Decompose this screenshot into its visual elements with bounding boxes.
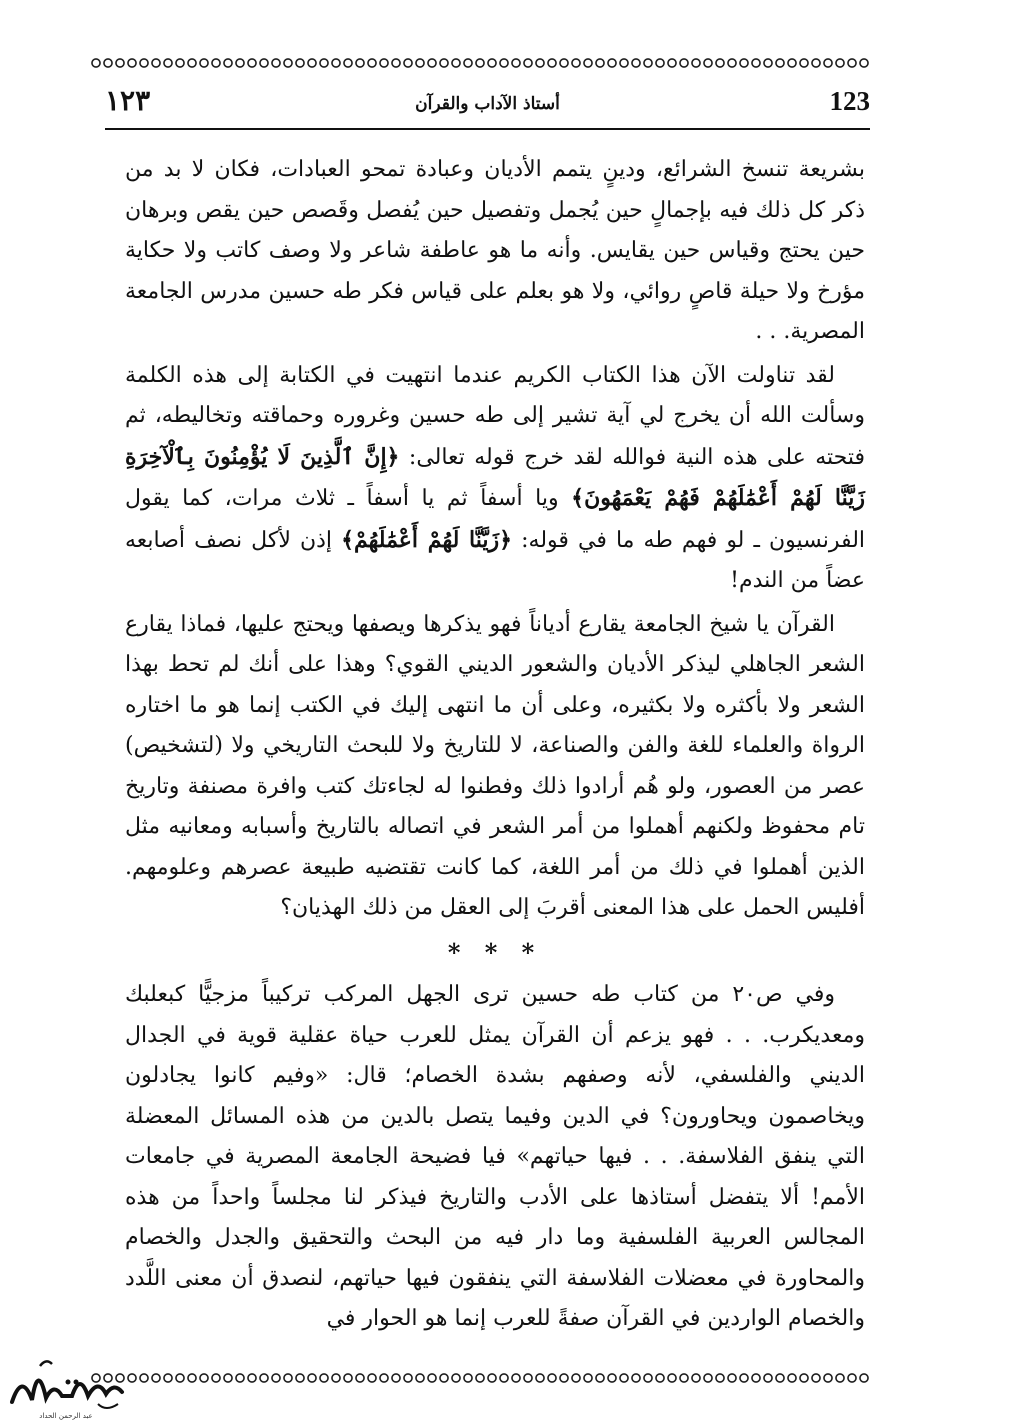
page-number-arabic: ١٢٣ xyxy=(105,84,151,117)
bottom-decorative-border xyxy=(90,1371,870,1385)
section-separator: * * * xyxy=(447,937,543,967)
paragraph-1: بشريعة تنسخ الشرائع، ودينٍ يتمم الأديان وعبادة تمحو العبادات، فكان لا بد من ذكر كل ذلك فيه بإجمالٍ حين يُجمل وتفصيل حين يُفصل وقَصص حين يقص وبرهان حين يحتج وقياس حين يقايس. وأنه ما هو عاطفة شاعر ولا وصف كاتب ولا حكاية مؤرخ ولا حيلة قاصٍ روائي، ولا هو بعلم على قياس فكر طه حسين مدرس الجامعة المصرية. . . xyxy=(125,157,865,344)
top-decorative-border xyxy=(90,56,870,70)
paragraph-3: القرآن يا شيخ الجامعة يقارع أدياناً فهو يذكرها ويصفها ويحتج عليها، فماذا يقارع الشعر الجاهلي ليذكر الأديان والشعور الديني القوي؟ وهذا على أنك لم تحط بهذا الشعر ولا بأكثره ولا بكثيره، وعلى أن ما انتهى إليك في الكتب إنما هو ما اختاره الرواة والعلماء للغة والفن والصناعة، لا للتاريخ ولا للبحث التاريخي ولا (لتشخيص) عصر من العصور، ولو هُم أرادوا ذلك وفطنوا له لجاءتك كتب وافرة مصنفة وتاريخ تام محفوظ ولكنهم أهملوا من أمر الشعر في اتصاله بالتاريخ وأسبابه ومعانيه مثل الذين أهملوا في ذلك من أمر اللغة، كما كانت تقتضيه طبيعة عصرهم وعلومهم. أفليس الحمل على هذا المعنى أقربَ إلى العقل من ذلك الهذيان؟ xyxy=(125,611,865,920)
quran-verse-1: ﴿إِنَّ ٱلَّذِينَ لَا يُؤْمِنُونَ بِٱلْآخِرَةِ زَيَّنَّا لَهُمْ أَعْمَٰلَهُمْ فَهُمْ يَعْمَهُونَ﴾ xyxy=(125,443,865,511)
quran-verse-2: ﴿زَيَّنَّا لَهُمْ أَعْمَٰلَهُمْ﴾ xyxy=(341,526,513,553)
paragraph-2-text-b: ويا أسفاً ثم يا أسفاً ـ ثلاث مرات، كما يقول الفرنسيون ـ لو فهم طه ما في قوله: xyxy=(125,486,866,553)
paragraph-2-text-c: إذن لأكل نصف أصابعه عضاً من الندم! xyxy=(125,527,865,593)
page-body xyxy=(125,150,865,1343)
calligraphy-logo-icon xyxy=(2,1352,130,1422)
paragraph-2 xyxy=(125,356,865,602)
paragraph-4: وفي ص٢٠ من كتاب طه حسين ترى الجهل المركب تركيباً مزجيًّا كبعلبك ومعديكرب. . . فهو يزعم أن القرآن يمثل للعرب حياة عقلية قوية في الجدال الديني والفلسفي، لأنه وصفهم بشدة الخصام؛ قال: «وفيم كانوا يجادلون ويخاصمون ويحاورون؟ في الدين وفيما يتصل بالدين من هذه المسائل المعضلة التي ينفق الفلاسفة. . . فيها حياتهم» فيا فضيحة الجامعة المصرية في جامعات الأمم! ألا يتفضل أستاذها على الأدب والتاريخ فيذكر لنا مجلساً واحداً من هذه المجالس العربية الفلسفية وما دار فيه من البحث والتحقيق والجدل والخصام والمحاورة في معضلات الفلاسفة التي ينفقون فيها حياتهم، لنصدق أن معنى اللَّدد والخصام الواردين في القرآن صفةً للعرب إنما هو الحوار في xyxy=(125,982,865,1331)
page-header xyxy=(105,82,870,130)
page-number-latin: 123 xyxy=(829,86,870,116)
logo-subtext: عبد الرحمن الحداد xyxy=(39,1412,93,1420)
running-title: أستاذ الآداب والقرآن xyxy=(415,94,560,114)
paragraph-2-text-a: لقد تناولت الآن هذا الكتاب الكريم عندما انتهيت في الكتابة إلى هذه الكلمة وسألت الله أن يخرج لي آية تشير إلى طه حسين وغروره وحماقته وتخاليطه، ثم فتحته على هذه النية فوالله لقد خرج قوله تعالى: xyxy=(125,362,865,470)
